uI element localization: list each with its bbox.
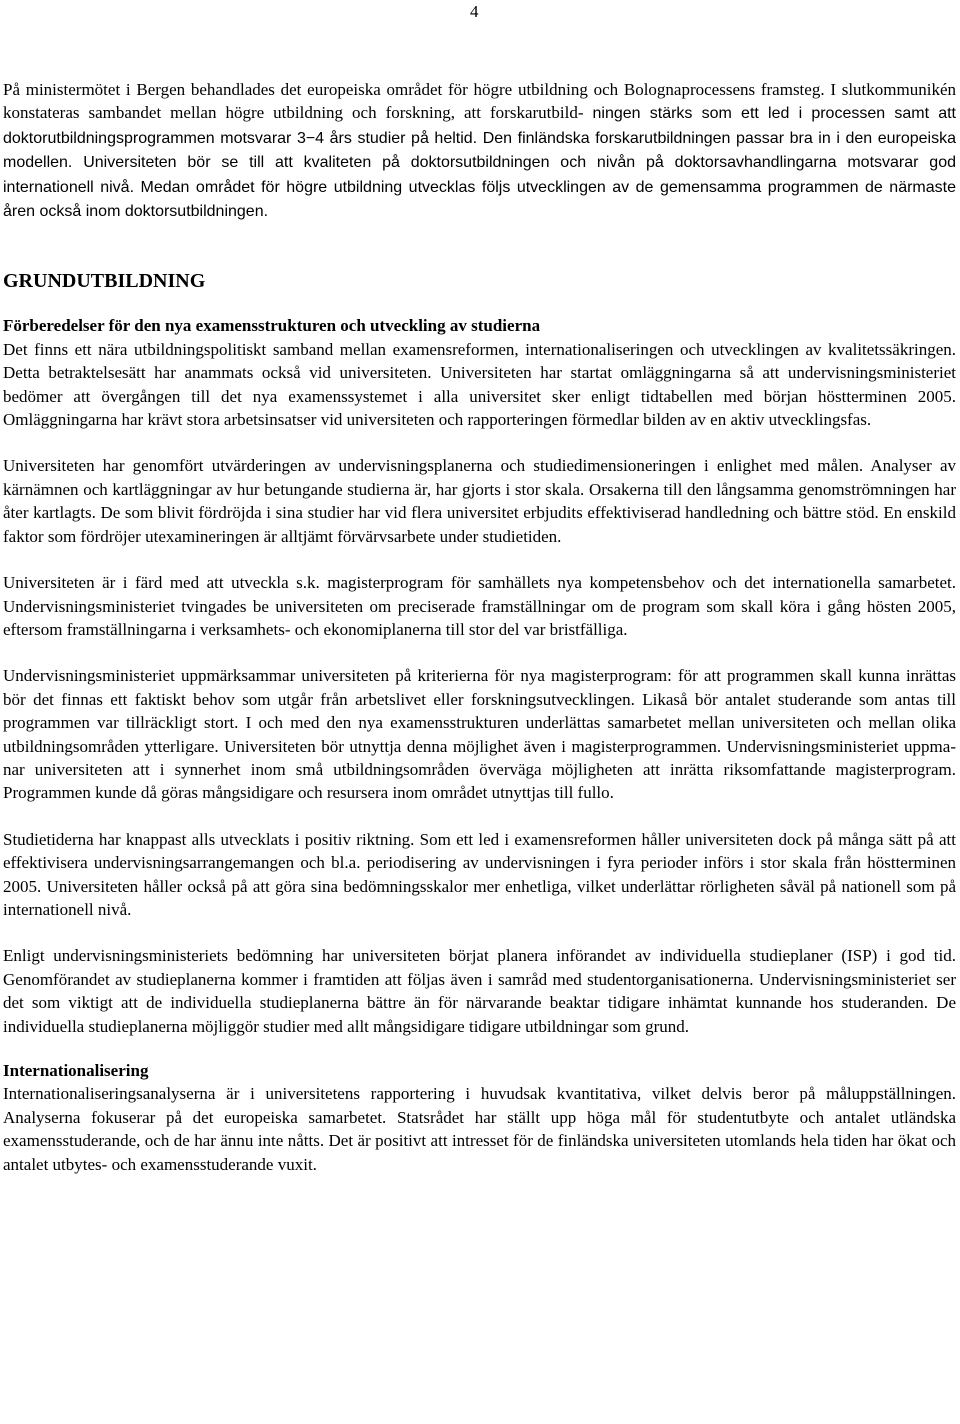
- subheading-examensstruktur: Förberedelser för den nya examensstrukturen och utveckling av studierna: [3, 316, 541, 336]
- page-number: 4: [470, 2, 479, 21]
- body-paragraph: Studietiderna har knappast alls utvecklats i positiv riktning. Som ett led i examensreformen håller universiteten dock på många sätt på att effektivisera undervisningsarrangemangen och bl.a. periodisering av undervisningen i fyra perioder införs i stor skala från höstterminen 2005. Universiteten håller också på att göra sina bedömningsskalor mer enhetliga, vilket underlättar rörligheten såväl på nationell som på internationell nivå.: [3, 829, 956, 919]
- body-paragraph: Det finns ett nära utbildningspolitiskt samband mellan examensreformen, internationaliseringen och utvecklingen av kvalitetssäkringen. Detta betraktelsesätt har anammats också vid universiteten. Universiteten har startat omläggningarna så att undervisningsministeriet bedömer att övergången till det nya examenssystemet i alla universitet sker enligt tidtabellen med början höstterminen 2005. Omläggningarna har krävt stora arbetsinsatser vid universiteten och rapporteringen förmedlar bilden av en aktiv utvecklingsfas.: [3, 339, 956, 430]
- intro-text-serif: På ministermötet i Bergen behandlades det europeiska området för högre utbildning och Bolognaprocessens framsteg. I slutkommunikén konstateras sambandet mellan högre utbildning och forskning, att forskarutbild-: [3, 80, 956, 123]
- page-content: [3, 78, 956, 1176]
- body-paragraph: Universiteten har genomfört utvärderingen av undervisningsplanerna och studiedimensioneringen i enlighet med målen. Analyser av kärnämnen och kartläggningar av hur betungande studierna är, har gjorts i stor skala. Orsakerna till den långsamma genomströmningen har åter kartlagts. De som blivit fördröjda i sina studier har vid flera universitet erbjudits effektiviserad handledning och bättre stöd. En enskild faktor som fördröjer utexamineringen är alltjämt förvärvsarbete under studietiden.: [3, 456, 956, 546]
- body-paragraph: Undervisningsministeriet uppmärksammar universiteten på kriterierna för nya magisterprogram: för att programmen skall kunna inrättas bör det finnas ett faktiskt behov som utgår från arbetslivet eller forskningsutvecklingen. Likaså bör antalet studerande som antas till programmen var tillräckligt stort. I och med den nya examensstrukturen underlättas samarbetet mellan universiteten och mellan olika utbildningsområden ytterligare. Universiteten bör utnyttja denna möjlighet även i magisterprogrammen. Undervisningsministeriet uppmanar universiteten att i synnerhet inom små utbildningsområden överväga möjligheten att inrätta riksomfattande magisterprogram. Programmen kunde då göras mångsidigare och resursera inom området utnyttjas till fullo.: [3, 666, 956, 803]
- body-paragraph: Universiteten är i färd med att utveckla s.k. magisterprogram för samhällets nya kompetensbehov och det internationella samarbetet. Undervisningsministeriet tvingades be universiteten om preciserade framställningar om de program som skall köra i gång hösten 2005, eftersom framställningarna i verksamhets- och ekonomiplanerna till stor del var bristfälliga.: [3, 573, 956, 639]
- body-paragraph: Internationaliseringsanalyserna är i universitetens rapportering i huvudsak kvantitativa, vilket delvis beror på måluppställningen. Analyserna fokuserar på det europeiska samarbetet. Statsrådet har ställt upp höga mål för studentutbyte och antalet utländska examensstuderande, och de har ännu inte nåtts. Det är positivt att intresset för de finländska universiteten utomlands hela tiden har ökat och antalet utbytes- och examensstuderande vuxit.: [3, 1084, 956, 1174]
- section-heading-grundutbildning: GRUNDUTBILDNING: [3, 270, 206, 293]
- intro-text-sans: ningen stärks som ett led i processen samt att doktorutbildningsprogrammen motsvarar 3−4 års studier på heltid. Den finländska forskarutbildningen passar bra in i den europeiska modellen. Universiteten bör se till att kvaliteten på doktorsutbildningen och nivån på doktorsavhandlingarna motsvarar god internationell nivå. Medan området för högre utbildning utvecklas följs utvecklingen av de gemensamma programmen de närmaste åren också inom doktorsutbildningen.: [3, 105, 957, 221]
- body-paragraph: Enligt undervisningsministeriets bedömning har universiteten börjat planera införandet av individuella studieplaner (ISP) i god tid. Genomförandet av studieplanerna kommer i framtiden att följas även i samråd med studentorganisationerna. Undervisningsministeriet ser det som viktigt att de individuella studieplanerna bättre än för närvarande beaktar tidigare inhämtat kunnande hos studeranden. De individuella studieplanerna möjliggör studier med allt mångsidigare tidigare utbildningar som grund.: [3, 946, 956, 1036]
- intro-paragraph: [3, 78, 956, 223]
- subheading-internationalisering: Internationalisering: [3, 1061, 149, 1080]
